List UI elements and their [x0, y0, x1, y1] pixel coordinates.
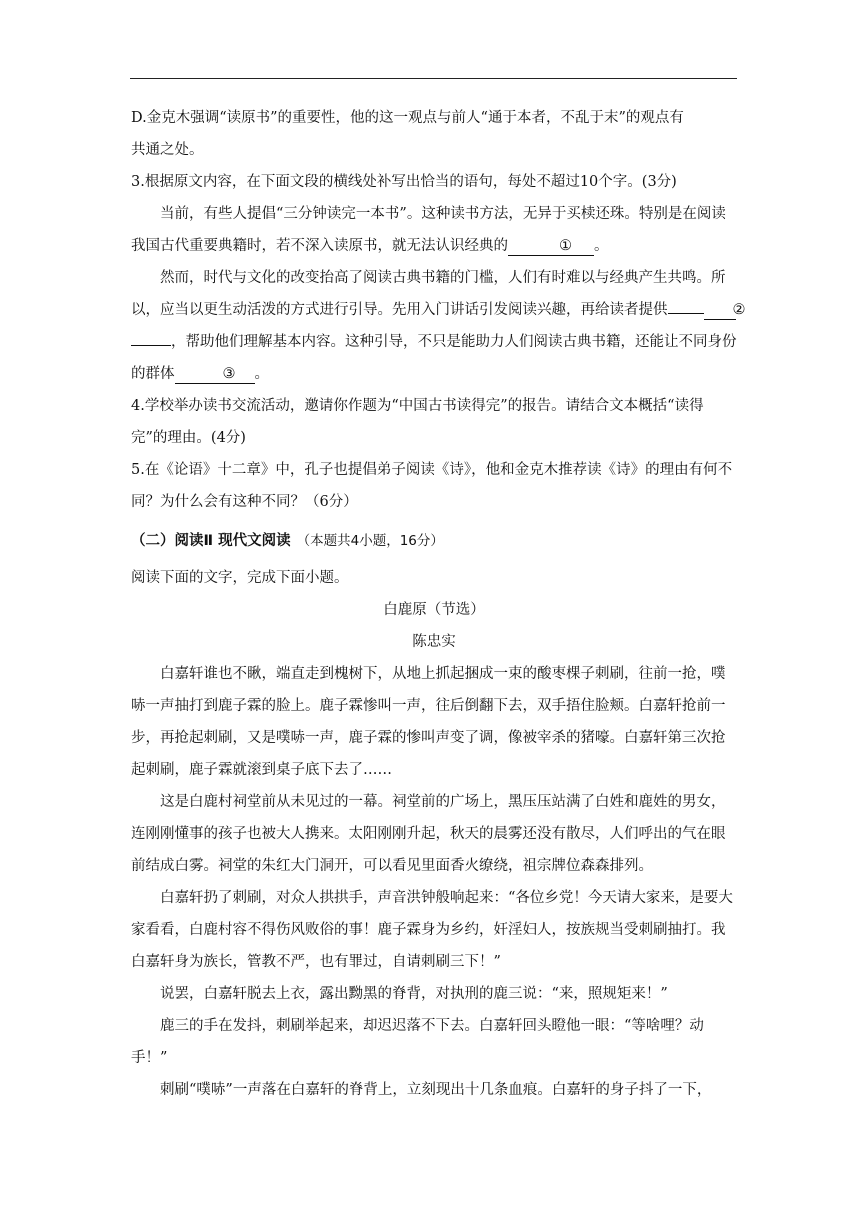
passage-paragraph-5: 鹿三的手在发抖，刺刷举起来，却迟迟落不下去。白嘉轩回头瞪他一眼：“等啥哩？动手！” — [131, 1018, 704, 1066]
option-d — [131, 102, 737, 166]
document-body — [131, 102, 746, 1106]
article-author: 陈忠实 — [412, 634, 456, 650]
period: 。 — [594, 238, 609, 254]
question-3-paragraph-2 — [131, 262, 746, 390]
blank-2-tail[interactable] — [131, 345, 171, 346]
section-2-instruction: 阅读下面的文字，完成下面小题。 — [131, 570, 349, 586]
question-3-paragraph-1-text: 当前，有些人提倡“三分钟读完一本书”。这种读书方法，无异于买椟还珠。特别是在阅读我国古代重要典籍时，若不深入读原书，就无法认识经典的 — [131, 206, 726, 254]
passage-paragraph-3: 白嘉轩扔了刺刷，对众人拱拱手，声音洪钟般响起来：“各位乡党！今天请大家来，是要大家看看，白鹿村容不得伤风败俗的事！鹿子霖身为乡约，奸淫妇人，按族规当受刺刷抽打。我白嘉轩身为族长，管教不严，也有罪过，自请刺刷三下！” — [131, 890, 733, 970]
question-5: 5.在《论语》十二章》中，孔子也提倡弟子阅读《诗》，他和金克木推荐读《诗》的理由有何不同？为什么会有这种不同？（6分） — [131, 462, 733, 510]
option-d-line1: D.金克木强调“读原书”的重要性，他的这一观点与前人“通于本者，不乱于末”的观点有 — [131, 110, 684, 126]
header-rule — [130, 78, 737, 79]
passage-paragraph-6: 刺刷“噗哧”一声落在白嘉轩的脊背上，立刻现出十几条血痕。白嘉轩的身子抖了一下， — [160, 1082, 712, 1098]
blank-2-lead[interactable] — [668, 313, 704, 314]
question-3-paragraph-2-text-b: ，帮助他们理解基本内容。这种引导，不只是能助力人们阅读古典书籍，还能让不同身份的群体 — [131, 334, 737, 382]
section-2-title: （二）阅读Ⅱ 现代文阅读 — [131, 533, 291, 549]
question-3-prompt: 3.根据原文内容，在下面文段的横线处补写出恰当的语句，每处不超过10个字。(3分) — [131, 174, 677, 190]
passage-paragraph-2: 这是白鹿村祠堂前从未见过的一幕。祠堂前的广场上，黑压压站满了白姓和鹿姓的男女，连刚刚懂事的孩子也被大人携来。太阳刚刚升起，秋天的晨雾还没有散尽，人们呼出的气在眼前结成白雾。祠堂的朱红大门洞开，可以看见里面香火缭绕，祖宗牌位森森排列。 — [131, 794, 726, 874]
blank-1[interactable]: ① — [508, 237, 594, 256]
period: 。 — [254, 366, 269, 382]
question-3-paragraph-1 — [131, 198, 737, 262]
section-2-heading — [131, 524, 737, 558]
passage-paragraph-1: 白嘉轩谁也不瞅，端直走到槐树下，从地上抓起捆成一束的酸枣棵子刺刷，往前一抢，噗哧一声抽打到鹿子霖的脸上。鹿子霖惨叫一声，往后倒翻下去，双手捂住脸颊。白嘉轩抢前一步，再抢起刺刷，又是噗哧一声，鹿子霖的惨叫声变了调，像被宰杀的猪嚎。白嘉轩第三次抢起刺刷，鹿子霖就滚到桌子底下去了…… — [131, 666, 726, 778]
section-2-note: （本题共4小题，16分） — [296, 533, 444, 549]
blank-3[interactable]: ③ — [175, 365, 255, 384]
article-title: 白鹿原（节选） — [383, 602, 485, 618]
passage-paragraph-4: 说罢，白嘉轩脱去上衣，露出黝黑的脊背，对执刑的鹿三说：“来，照规矩来！” — [160, 986, 668, 1002]
blank-2[interactable]: ② — [704, 301, 736, 320]
question-4: 4.学校举办读书交流活动，邀请你作题为“中国古书读得完”的报告。请结合文本概括“读得完”的理由。(4分) — [131, 398, 704, 446]
option-d-line2: 共通之处。 — [131, 142, 204, 158]
question-3-paragraph-2-text-a: 然而，时代与文化的改变抬高了阅读古典书籍的门槛，人们有时难以与经典产生共鸣。所以，应当以更生动活泼的方式进行引导。先用入门讲话引发阅读兴趣，再给读者提供 — [131, 270, 726, 318]
